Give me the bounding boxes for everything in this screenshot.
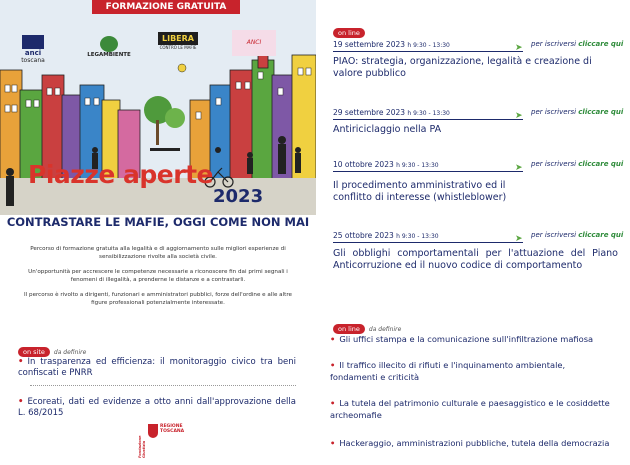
event-2-link-text-b: cliccare qui [578,108,624,116]
event-3-link-text-b: cliccare qui [578,160,624,168]
onsite-item-1-text: In trasparenza ed efficienza: il monitoraggio civico tra beni confiscati e PNRR [18,357,296,378]
legambiente-logo [84,36,134,58]
online-item-1-text: Gli uffici stampa e la comunicazione sull'infiltrazione mafiosa [339,334,594,344]
arrow-icon: ➤ [515,163,523,173]
arrow-icon: ➤ [515,43,523,53]
anci-logo [18,35,48,64]
regione-toscana-logo [138,424,185,460]
fourth-logo-text: ANCI [246,39,262,46]
libera-logo-sub: CONTRO LE MAFIE [159,45,197,50]
event-4-link-text-b: cliccare qui [578,231,624,239]
banner-formazione: FORMAZIONE GRATUITA [92,0,240,14]
event-3-time: h 9:30 - 13:30 [396,162,439,169]
online-tag-top: on line [333,28,365,38]
anci-logo-sub: toscana [21,57,45,64]
onsite-note: da definire [53,349,87,356]
event-3-signup-link[interactable] [531,160,623,168]
event-2-date [333,108,450,117]
event-4-date-text: 25 ottobre 2023 [333,231,394,240]
event-1-title: PIAO: strategia, organizzazione, legalità e creazione di valore pubblico [333,56,592,79]
libera-logo [158,32,198,50]
online-item-3: • La tutela del patrimonio culturale e paesaggistico e le cosiddette archeomafie [330,398,610,420]
online-item-3-text: La tutela del patrimonio culturale e paesaggistico e le cosiddette archeomafie [330,398,610,420]
online-note-bottom: da definire [368,326,402,333]
arrow-icon: ➤ [515,111,523,121]
event-4-link-text-a: per iscriversi [531,231,579,239]
online-tag-bottom: on line [333,324,365,334]
event-3-link-text-a: per iscriversi [531,160,579,168]
intro-paragraph-2: Un'opportunità per accrescere le competenze necessarie a riconoscere fin dai primi segnali i fenomeni di illegalità, a prenderne le distanze e a contrastarli. [28,269,288,283]
event-4-line [333,242,523,243]
event-4-date [333,231,439,240]
online-item-4: • Hackeraggio, amministrazioni pubbliche, tutela della democrazia [330,438,610,448]
online-item-1: • Gli uffici stampa e la comunicazione sull'infiltrazione mafiosa [330,334,594,344]
event-3-line [333,171,523,172]
event-2-signup-link[interactable] [531,108,623,116]
event-4-time: h 9:30 - 13:30 [396,233,439,240]
divider [30,385,296,386]
hero-year: 2023 [213,186,264,207]
onsite-header [18,339,86,358]
event-2-link-text-a: per iscriversi [531,108,579,116]
fourth-logo [232,30,276,56]
hero-title: Piazze aperte [28,160,213,189]
online-item-2-text: Il traffico illecito di rifiuti e l'inquinamento ambientale, fondamenti e criticità [330,360,566,382]
event-1-date [333,40,450,49]
event-4-title: Gli obblighi comportamentali per l'attuazione del Piano Anticorruzione ed il nuovo codice di comportamento [333,248,618,271]
anci-logo-text: anci [24,49,42,57]
event-3-title: Il procedimento amministrativo ed il conflitto di interesse (whistleblower) [333,180,507,203]
region-name: REGIONE TOSCANA [160,424,185,434]
event-1-date-text: 19 settembre 2023 [333,40,406,49]
online-header-top [333,20,365,39]
event-4-signup-link[interactable] [531,231,623,239]
legambiente-logo-text: LEGAMBIENTE [87,52,131,58]
onsite-tag: on site [18,347,50,357]
intro-paragraph-1: Percorso di formazione gratuita alla legalità e di aggiornamento sulle migliori esperienze di sensibilizzazione rivolte alla società civile. [30,246,286,260]
event-2-time: h 9:30 - 13:30 [407,110,450,117]
onsite-item-2: • Ecoreati, dati ed evidenze a otto anni dall'approvazione della L. 68/2015 [18,397,296,418]
event-1-line [333,51,523,52]
event-3-date [333,160,439,169]
event-1-time: h 9:30 - 13:30 [407,42,450,49]
event-3-date-text: 10 ottobre 2023 [333,160,394,169]
online-item-4-text: Hackeraggio, amministrazioni pubbliche, tutela della democrazia [339,438,610,448]
event-2-title: Antiriciclaggio nella PA [333,124,442,135]
intro-paragraph-3: Il percorso è rivolto a dirigenti, funzionari e amministratori pubblici, forze dell'ordine e alle altre figure professionali potenzialmente interessate. [24,292,292,306]
online-item-2: • Il traffico illecito di rifiuti e l'inquinamento ambientale, fondamenti e criticità [330,360,566,382]
onsite-item-2-text: Ecoreati, dati ed evidenze a otto anni dall'approvazione della L. 68/2015 [18,397,296,418]
region-side-text: Fondazione Giustizia [138,435,146,458]
event-1-link-text-b: cliccare qui [578,40,624,48]
subtitle: CONTRASTARE LE MAFIE, OGGI COME NON MAI [6,215,310,229]
event-2-date-text: 29 settembre 2023 [333,108,406,117]
event-2-line [333,119,523,120]
onsite-item-1: • In trasparenza ed efficienza: il monitoraggio civico tra beni confiscati e PNRR [18,357,296,378]
libera-logo-text: LIBERA [158,32,198,45]
arrow-icon: ➤ [515,234,523,244]
event-1-link-text-a: per iscriversi [531,40,579,48]
event-1-signup-link[interactable] [531,40,623,48]
